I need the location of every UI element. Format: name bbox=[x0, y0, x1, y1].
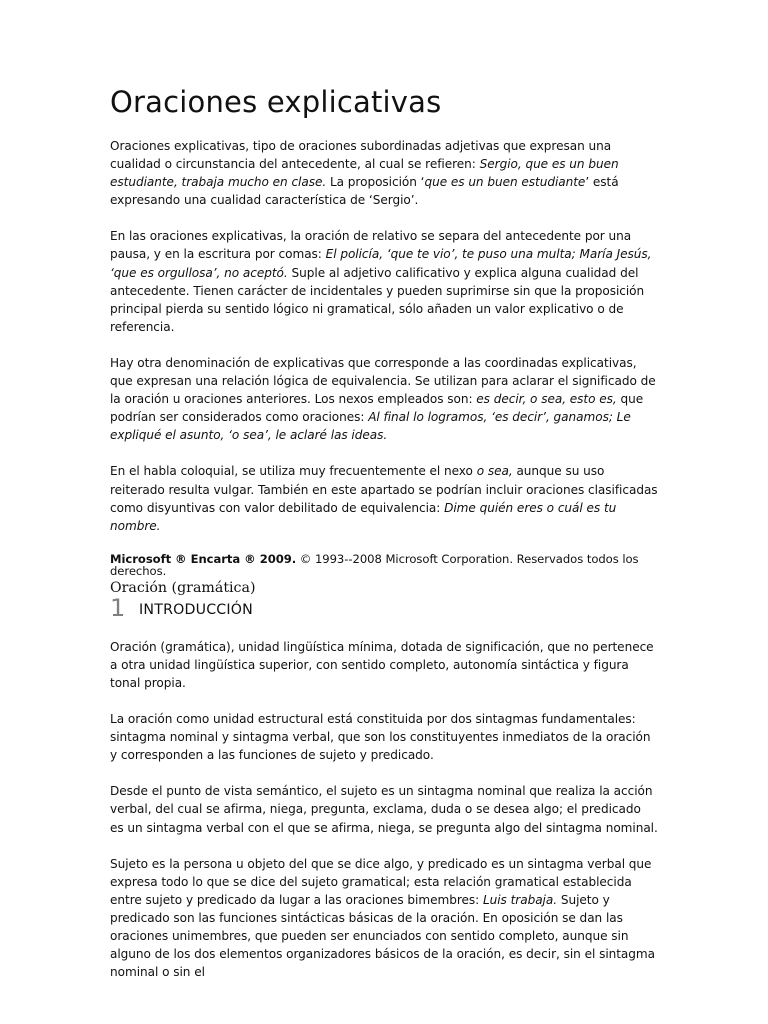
source-citation: Microsoft ® Encarta ® 2009. © 1993--2008 Microsoft Corporation. Reservados todos los derechos. bbox=[110, 551, 639, 579]
paragraph-estructura: La oración como unidad estructural está constituida por dos sintagmas fundamentales: sintagma nominal y sintagma verbal, que son los constituyentes inmediatos de la oración y corresponden a las funciones de sujeto y predicado. bbox=[110, 712, 651, 763]
document-title: Oraciones explicativas bbox=[110, 85, 442, 119]
section-heading bbox=[110, 593, 658, 622]
paragraph-sujeto-predicado: Sujeto es la persona u objeto del que se dice algo, y predicado es un sintagma verbal que expresa todo lo que se dice del sujeto gramatical; esta relación gramatical establecida entre sujeto y predicado da lugar a las oraciones bimembres: Luis trabaja. Sujeto y predicado son las funciones sintácticas básicas de la oración. En oposición se dan las oraciones unimembres, que pueden ser enunciados con sentido completo, aunque sin alguno de los dos elementos organizadores básicos de la oración, es decir, sin el sintagma nominal o sin el bbox=[110, 856, 656, 980]
paragraph-semantico: Desde el punto de vista semántico, el sujeto es un sintagma nominal que realiza la acción verbal, del cual se afirma, niega, pregunta, exclama, duda o se desea algo; el predicado es un sintagma verbal con el que se afirma, niega, se pregunta algo del sintagma nominal. bbox=[110, 784, 658, 835]
section-number: 1 bbox=[110, 593, 126, 622]
section-title: INTRODUCCIÓN bbox=[139, 601, 253, 618]
document-page bbox=[110, 82, 658, 981]
article-subtitle: Oración (gramática) bbox=[110, 579, 256, 596]
paragraph-definition: Oraciones explicativas, tipo de oraciones subordinadas adjetivas que expresan una cualidad o circunstancia del antecedente, al cual se refieren: Sergio, que es un buen estudiante, trabaja mucho en clase. La proposición ‘que es un buen estudiante’ está expresando una cualidad característica de ‘Sergio’. bbox=[110, 139, 619, 208]
paragraph-coordinadas: Hay otra denominación de explicativas que corresponde a las coordinadas explicativas, que expresan una relación lógica de equivalencia. Se utilizan para aclarar el significado de la oración u oraciones anteriores. Los nexos empleados son: es decir, o sea, esto es, que podrían ser considerados como oraciones: Al final lo logramos, ‘es decir’, ganamos; Le expliqué el asunto, ‘o sea’, le aclaré las ideas. bbox=[110, 355, 656, 443]
paragraph-coloquial: En el habla coloquial, se utiliza muy frecuentemente el nexo o sea, aunque su uso reiterado resulta vulgar. También en este apartado se podrían incluir oraciones clasificadas como disyuntivas con valor debilitado de equivalencia: Dime quién eres o cuál es tu nombre. bbox=[110, 464, 658, 533]
paragraph-punctuation: En las oraciones explicativas, la oración de relativo se separa del antecedente por una pausa, y en la escritura por comas: El policía, ‘que te vio’, te puso una multa; María Jesús, ‘que es orgullosa’, no aceptó. Suple al adjetivo calificativo y explica alguna cualidad del antecedente. Tienen carácter de incidentales y pueden suprimirse sin que la proposición principal pierda su sentido lógico ni gramatical, sólo añaden un valor explicativo o de referencia. bbox=[110, 229, 652, 334]
paragraph-oracion-definition: Oración (gramática), unidad lingüística mínima, dotada de significación, que no pertenece a otra unidad lingüística superior, con sentido completo, autonomía sintáctica y figura tonal propia. bbox=[110, 639, 654, 690]
